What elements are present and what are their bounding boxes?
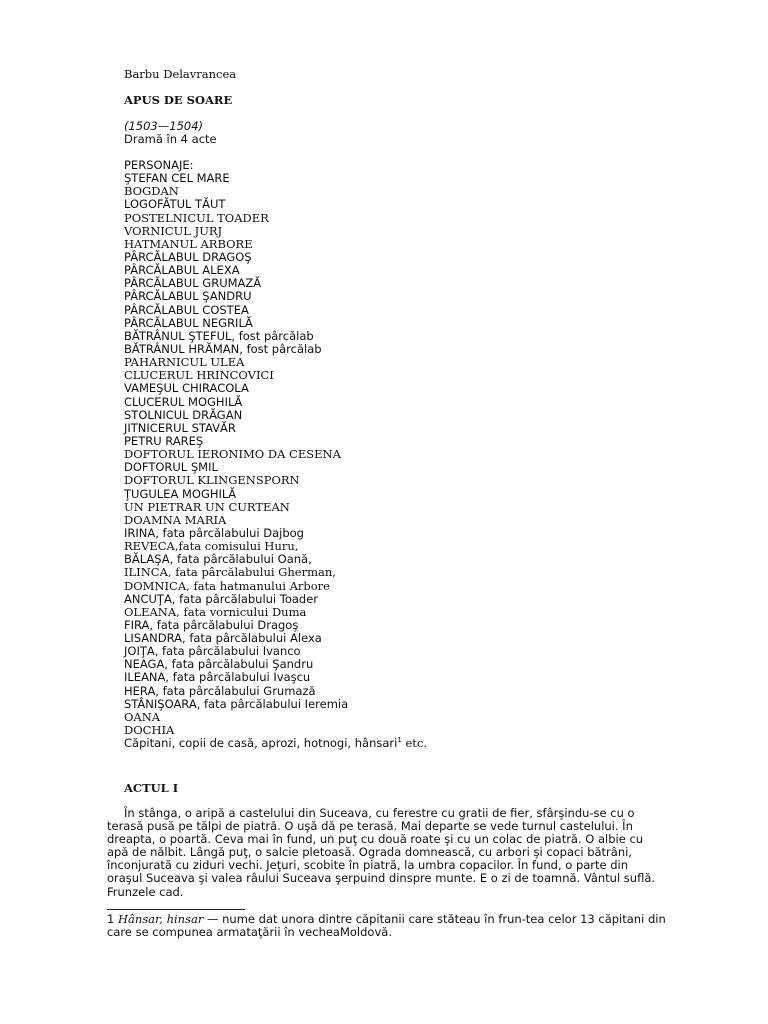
character-item: BĂLAŞA, fata pârcălabului Oană, <box>124 552 312 567</box>
character-item: PÂRCĂLABUL COSTEA <box>124 302 249 317</box>
character-item: NEAGA, fata pârcălabului Şandru <box>124 657 314 672</box>
character-item: OLEANA, fata vornicului Duma <box>124 604 307 619</box>
footnote-marker[interactable]: 1 <box>397 736 402 745</box>
character-item: VORNICUL JURJ <box>124 223 223 238</box>
play-title: APUS DE SOARE <box>124 93 233 107</box>
extras-tail: etc. <box>401 736 427 751</box>
footnote-divider <box>107 909 245 910</box>
character-item: DOFTORUL ŞMIL <box>124 460 218 475</box>
character-item: BĂTRÂNUL ŞTEFUL, fost pârcălab <box>124 328 314 343</box>
stage-direction-paragraph: În stânga, o aripă a castelului din Suceava, cu ferestre cu gratii de fier, sfârşindu-se cu o terasă pusă pe tălpi de piatră. O uşă dă pe terasă. Mai departe se vede turnul castelului. În dreapta, o poartă. Ceva mai în fund, un puţ cu două roate şi cu un colac de piatră. O albie cu apă de nălbit. Lângă puţ, o salcie pletoasă. Ograda domnească, cu arbori şi copaci bătrâni, înconjurată cu ziduri vechi. Jeţuri, scobite în piatră, la umbra copacilor. În fund, o parte din oraşul Suceava şi valea râului Suceava şerpuind dinspre munte. E o zi de toamnă. Vântul suflă. Frunzele cad. <box>107 806 656 899</box>
character-item: LOGOFĂTUL TĂUT <box>124 197 226 212</box>
character-item: PÂRCĂLABUL DRAGOŞ <box>124 249 252 264</box>
footnote-text: — nume dat unora dintre căpitanii care stăteau în frun-tea celor 13 căpitani din care se compunea armataţării în vecheaMoldovă. <box>107 912 666 939</box>
character-item: STOLNICUL DRĂGAN <box>124 407 243 422</box>
character-item: DOFTORUL IERONIMO DA CESENA <box>124 447 341 462</box>
character-item: OANA <box>124 709 161 724</box>
character-item: PAHARNICUL ULEA <box>124 355 245 370</box>
character-item: IRINA, fata pârcălabului Dajbog <box>124 525 304 540</box>
character-item: UN PIETRAR UN CURTEAN <box>124 499 290 514</box>
footnote-term: Hânsar, hinsar <box>117 912 204 926</box>
character-item: VAMEŞUL CHIRACOLA <box>124 381 249 396</box>
character-item: STÂNIŞOARA, fata pârcălabului Ieremia <box>124 696 349 711</box>
character-item: PÂRCĂLABUL GRUMAZĂ <box>124 276 262 291</box>
character-item: LISANDRA, fata pârcălabului Alexa <box>124 631 322 646</box>
character-item: JITNICERUL STAVĂR <box>124 420 236 435</box>
character-item: HATMANUL ARBORE <box>124 236 253 251</box>
character-item: CLUCERUL HRINCOVICI <box>124 368 274 383</box>
character-item: ŞTEFAN CEL MARE <box>124 171 230 186</box>
character-item: FIRA, fata pârcălabului Dragoş <box>124 617 299 632</box>
character-item: PETRU RAREŞ <box>124 433 204 448</box>
character-item: PÂRCĂLABUL ŞANDRU <box>124 289 252 304</box>
character-item: DOCHIA <box>124 723 175 738</box>
character-item: ŢUGULEA MOGHILĂ <box>124 486 237 501</box>
play-genre: Dramă în 4 acte <box>124 132 217 146</box>
character-list-heading: PERSONAJE: <box>124 158 194 172</box>
character-extras <box>124 737 427 750</box>
character-item: HERA, fata pârcălabului Grumază <box>124 683 316 698</box>
character-item: DOMNICA, fata hatmanului Arbore <box>124 578 330 593</box>
character-item: BĂTRÂNUL HRĂMAN, fost pârcălab <box>124 341 322 356</box>
character-item: DOAMNA MARIA <box>124 512 227 527</box>
character-item: ANCUŢA, fata pârcălabului Toader <box>124 591 319 606</box>
footnote <box>107 913 667 939</box>
character-item: PÂRCĂLABUL NEGRILĂ <box>124 315 253 330</box>
character-item: DOFTORUL KLINGENSPORN <box>124 473 300 488</box>
character-list <box>124 159 427 750</box>
character-item: ILEANA, fata pârcălabului Ivaşcu <box>124 670 311 685</box>
act-heading: ACTUL I <box>124 781 179 795</box>
character-item: CLUCERUL MOGHILĂ <box>124 394 243 409</box>
character-item: ILINCA, fata pârcălabului Gherman, <box>124 565 336 580</box>
character-item: POSTELNICUL TOADER <box>124 210 269 225</box>
character-item: REVECA,fata comisului Huru, <box>124 539 299 554</box>
play-years: (1503—1504) <box>124 119 204 133</box>
character-item: PÂRCĂLABUL ALEXA <box>124 263 240 278</box>
character-item: JOIŢA, fata pârcălabului Ivanco <box>124 644 301 659</box>
extras-text: Căpitani, copii de casă, aprozi, hotnogi, hânsari <box>124 736 398 751</box>
footnote-number: 1 <box>107 912 115 926</box>
author-name: Barbu Delavrancea <box>124 67 237 81</box>
character-item: BOGDAN <box>124 184 179 199</box>
